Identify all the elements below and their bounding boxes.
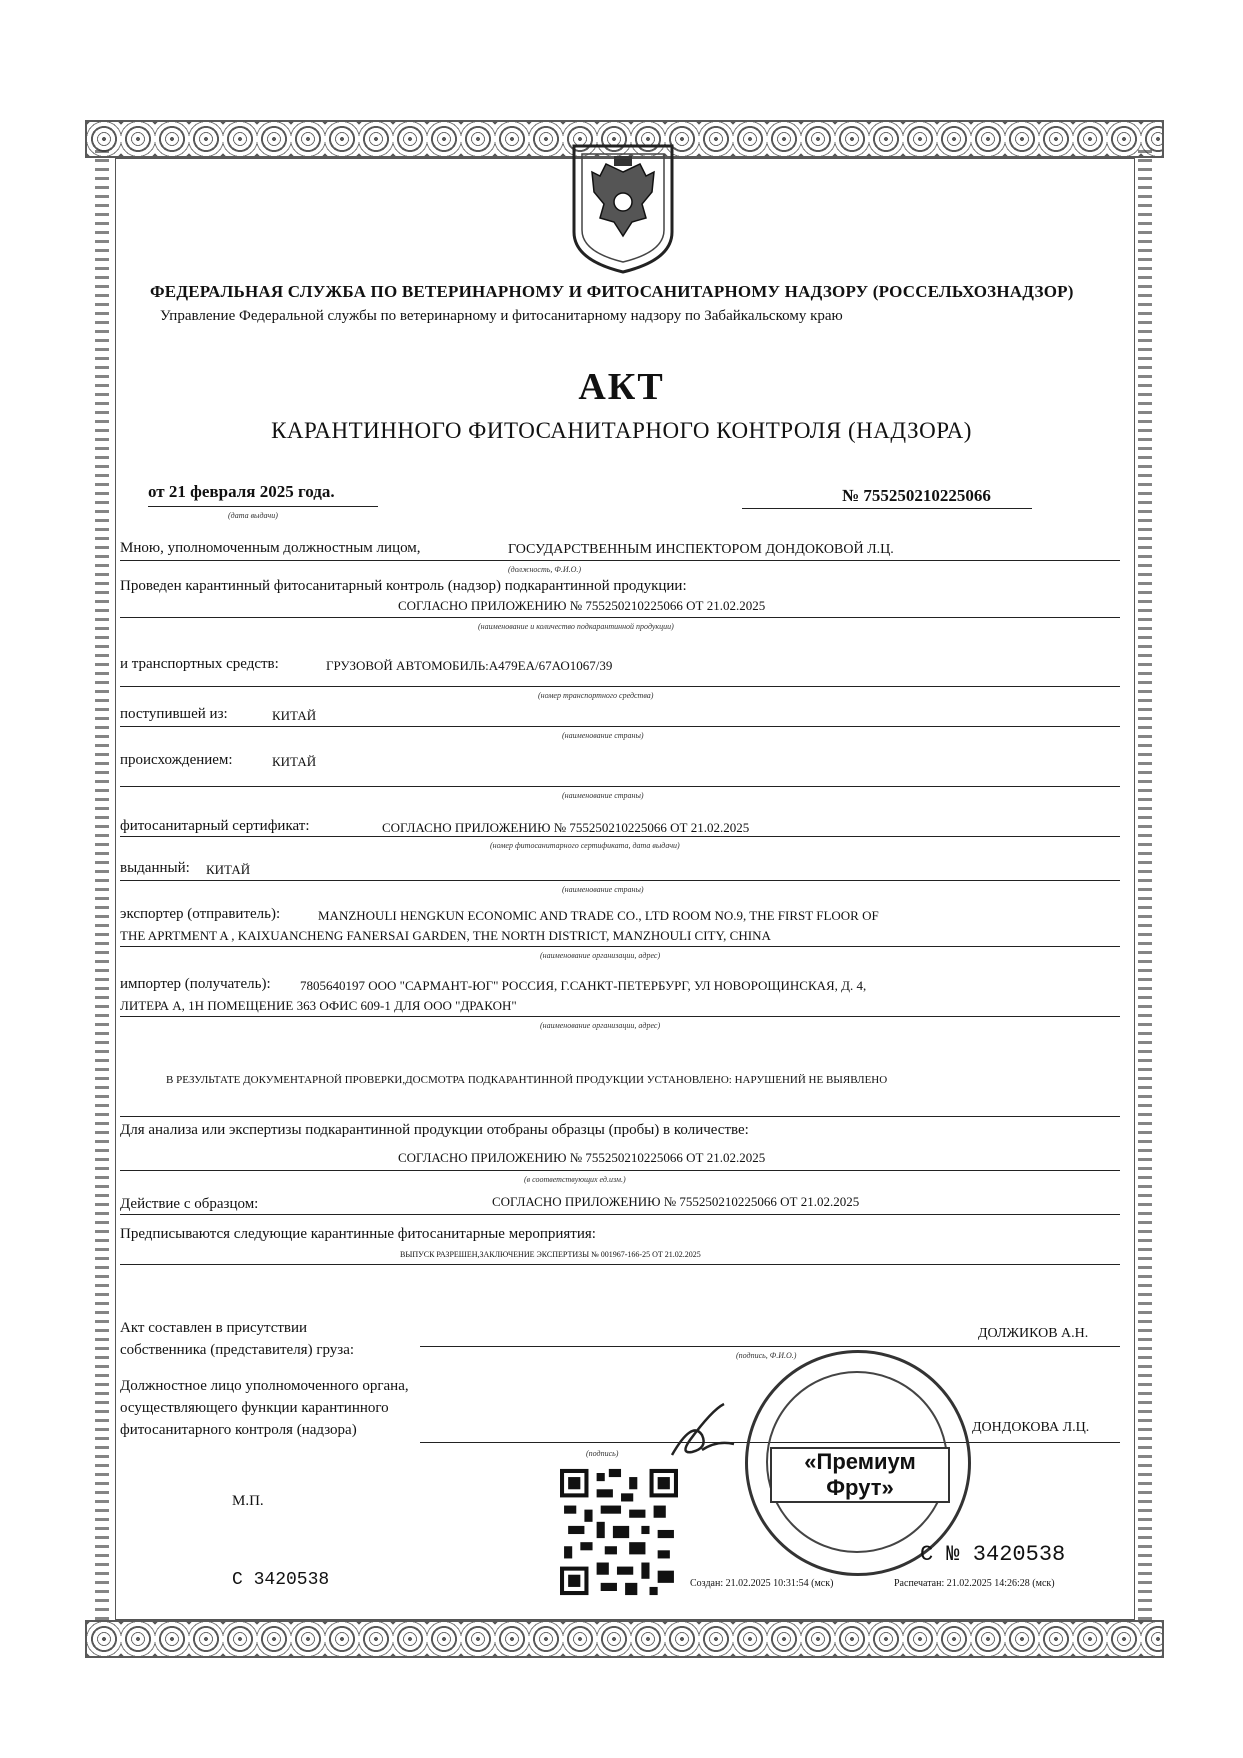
from-label: поступившей из:	[120, 706, 228, 722]
measures-value: ВЫПУСК РАЗРЕШЕН,ЗАКЛЮЧЕНИЕ ЭКСПЕРТИЗЫ № 001967-166-25 ОТ 21.02.2025	[400, 1250, 701, 1259]
official-label-line2: осуществляющего функции карантинного	[120, 1400, 389, 1416]
form-serial-right: С № 3420538	[920, 1542, 1066, 1567]
official-label-line1: Должностное лицо уполномоченного органа,	[120, 1378, 409, 1394]
transport-value: ГРУЗОВОЙ АВТОМОБИЛЬ:А479ЕА/67АО1067/39	[326, 658, 613, 673]
official-label-line3: фитосанитарного контроля (надзора)	[120, 1422, 357, 1438]
samples-caption: (в соответствующих ед.изм.)	[524, 1175, 626, 1184]
owner-label-line2: собственника (представителя) груза:	[120, 1342, 355, 1358]
from-caption: (наименование страны)	[562, 731, 644, 740]
control-value: СОГЛАСНО ПРИЛОЖЕНИЮ № 755250210225066 ОТ 21.02.2025	[398, 598, 766, 613]
importer-caption: (наименование организации, адрес)	[540, 1021, 661, 1030]
origin-label: происхождением:	[120, 752, 233, 768]
samples-label: Для анализа или экспертизы подкарантинной продукции отобраны образцы (пробы) в количестве:	[120, 1122, 749, 1138]
official-name: ДОНДОКОВА Л.Ц.	[972, 1420, 1090, 1435]
certificate-label: фитосанитарный сертификат:	[120, 818, 310, 834]
samples-value: СОГЛАСНО ПРИЛОЖЕНИЮ № 755250210225066 ОТ 21.02.2025	[398, 1150, 766, 1165]
handwritten-signature-icon	[662, 1400, 742, 1470]
department-name: Управление Федеральной службы по ветеринарному и фитосанитарному надзору по Забайкальскому краю	[160, 308, 843, 324]
origin-caption: (наименование страны)	[562, 791, 644, 800]
inspector-caption: (должность, Ф.И.О.)	[508, 565, 582, 574]
measures-label: Предписываются следующие карантинные фитосанитарные мероприятия:	[120, 1226, 596, 1242]
act-date: от 21 февраля 2025 года.	[148, 482, 335, 501]
control-label: Проведен карантинный фитосанитарный контроль (надзор) подкарантинной продукции:	[120, 578, 687, 594]
document-subtitle: КАРАНТИННОГО ФИТОСАНИТАРНОГО КОНТРОЛЯ (НАДЗОРА)	[271, 418, 972, 443]
inspector-label: Мною, уполномоченным должностным лицом,	[120, 540, 421, 556]
mp-seal-label: М.П.	[232, 1493, 264, 1509]
exporter-caption: (наименование организации, адрес)	[540, 951, 661, 960]
owner-label-line1: Акт составлен в присутствии	[120, 1320, 308, 1336]
certificate-caption: (номер фитосанитарного сертификата, дата выдачи)	[490, 841, 680, 850]
issued-caption: (наименование страны)	[562, 885, 644, 894]
from-value: КИТАЙ	[272, 708, 317, 723]
coat-of-arms-icon	[570, 142, 676, 276]
importer-value-line2: ЛИТЕРА А, 1Н ПОМЕЩЕНИЕ 363 ОФИС 609-1 ДЛЯ ООО "ДРАКОН"	[120, 998, 517, 1013]
stamp-center-text: «Премиум Фрут»	[770, 1447, 950, 1503]
ornamental-border-bottom	[85, 1620, 1164, 1658]
issued-value: КИТАЙ	[206, 862, 251, 877]
certificate-value: СОГЛАСНО ПРИЛОЖЕНИЮ № 755250210225066 ОТ 21.02.2025	[382, 820, 750, 835]
control-caption: (наименование и количество подкарантинной продукции)	[478, 622, 674, 631]
exporter-label: экспортер (отправитель):	[120, 906, 281, 922]
importer-value-line1: 7805640197 ООО "САРМАНТ-ЮГ" РОССИЯ, Г.САНКТ-ПЕТЕРБУРГ, УЛ НОВОРОЩИНСКАЯ, Д. 4,	[300, 978, 867, 993]
inspection-result: В РЕЗУЛЬТАТЕ ДОКУМЕНТАРНОЙ ПРОВЕРКИ,ДОСМОТРА ПОДКАРАНТИННОЙ ПРОДУКЦИИ УСТАНОВЛЕНО: НАРУШЕНИЙ НЕ ВЫЯВЛЕНО	[166, 1074, 888, 1086]
created-timestamp: Создан: 21.02.2025 10:31:54 (мск)	[690, 1578, 834, 1589]
exporter-value-line2: THE APRTMENT A , KAIXUANCHENG FANERSAI GARDEN, THE NORTH DISTRICT, MANZHOULI CITY, CHINA	[120, 928, 771, 943]
exporter-value-line1: MANZHOULI HENGKUN ECONOMIC AND TRADE CO., LTD ROOM NO.9, THE FIRST FLOOR OF	[318, 908, 879, 923]
qr-code-icon	[560, 1468, 678, 1596]
owner-name: ДОЛЖИКОВ А.Н.	[978, 1326, 1089, 1341]
action-value: СОГЛАСНО ПРИЛОЖЕНИЮ № 755250210225066 ОТ 21.02.2025	[492, 1194, 860, 1209]
act-number: № 755250210225066	[842, 486, 991, 505]
official-caption: (подпись)	[586, 1449, 619, 1458]
agency-name: ФЕДЕРАЛЬНАЯ СЛУЖБА ПО ВЕТЕРИНАРНОМУ И ФИТОСАНИТАРНОМУ НАДЗОРУ (РОССЕЛЬХОЗНАДЗОР)	[150, 282, 1074, 301]
importer-label: импортер (получатель):	[120, 976, 271, 992]
printed-timestamp: Распечатан: 21.02.2025 14:26:28 (мск)	[894, 1578, 1055, 1589]
act-date-caption: (дата выдачи)	[228, 511, 278, 520]
action-label: Действие с образцом:	[120, 1196, 259, 1212]
document-title: АКТ	[578, 366, 665, 408]
form-serial-left: С 3420538	[232, 1570, 330, 1590]
owner-caption: (подпись, Ф.И.О.)	[736, 1351, 797, 1360]
origin-value: КИТАЙ	[272, 754, 317, 769]
transport-label: и транспортных средств:	[120, 656, 279, 672]
inspector-value: ГОСУДАРСТВЕННЫМ ИНСПЕКТОРОМ ДОНДОКОВОЙ Л.Ц.	[508, 542, 894, 557]
transport-caption: (номер транспортного средства)	[538, 691, 654, 700]
issued-label: выданный:	[120, 860, 190, 876]
